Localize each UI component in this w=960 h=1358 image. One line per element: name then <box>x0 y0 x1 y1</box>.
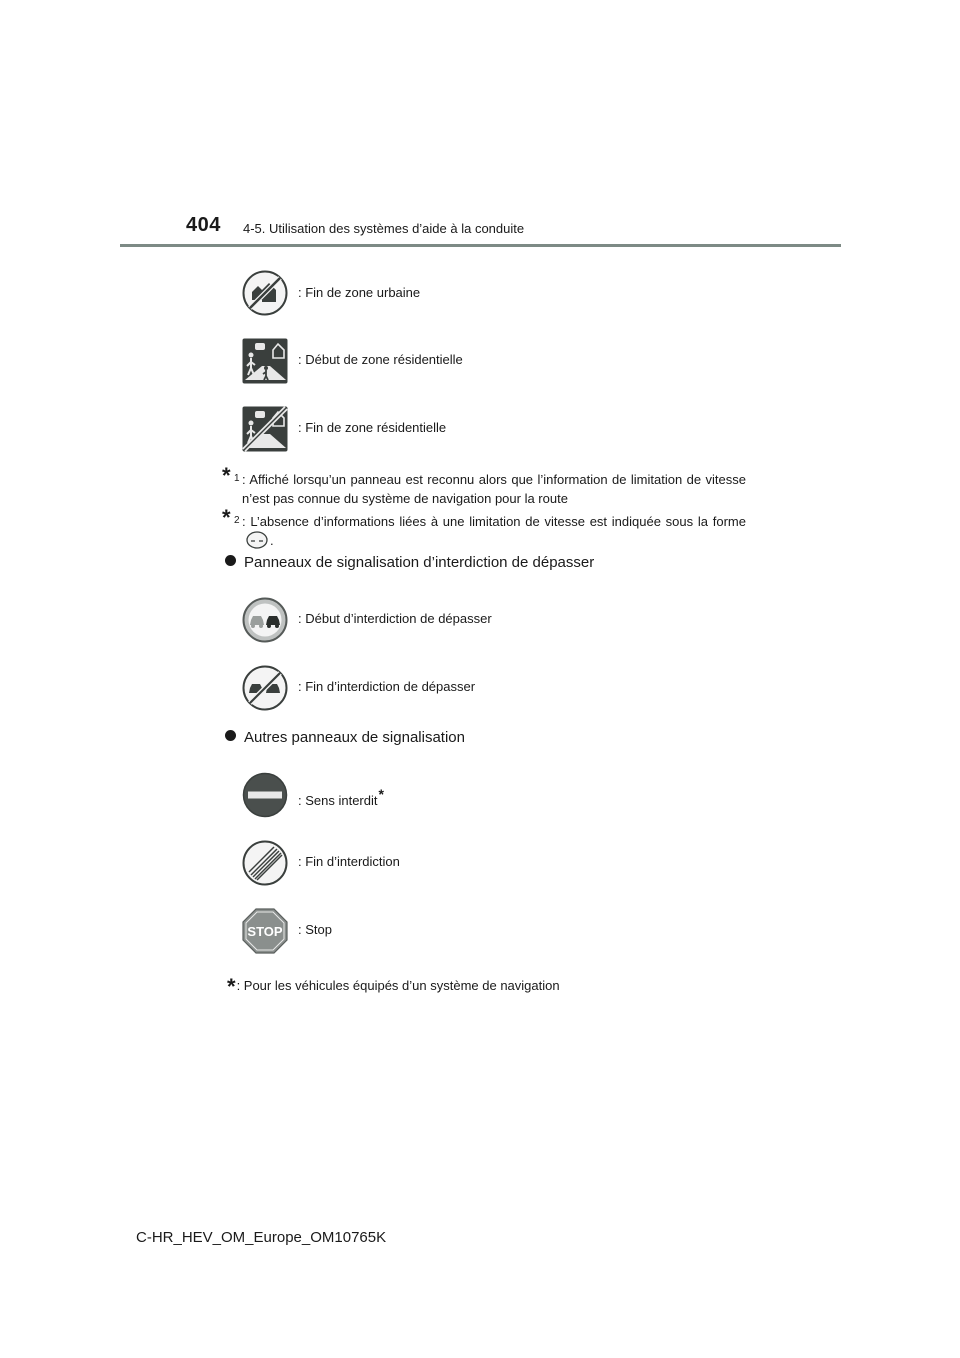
section-title: 4-5. Utilisation des systèmes d’aide à la conduite <box>243 221 525 236</box>
bullet-icon <box>225 555 236 566</box>
note-2-number: 2 <box>234 515 240 526</box>
header-rule <box>120 244 841 247</box>
sign-label-no-entry <box>298 786 384 808</box>
note-1-text: : Affiché lorsqu’un panneau est reconnu alors que l’information de limitation de vitesse n’est pas connue du système de navigation pour la route <box>242 472 746 506</box>
footnote-text: : Pour les véhicules équipés d’un système de navigation <box>236 978 560 993</box>
no-entry-sign-icon <box>242 772 288 818</box>
sign-label-end-of-restriction: : Fin d’interdiction <box>298 854 400 869</box>
stop-sign-text: STOP <box>247 924 283 939</box>
overtaking-section-heading <box>225 554 594 571</box>
no-entry-asterisk: * <box>378 786 384 802</box>
note-2-text <box>242 512 746 550</box>
sign-label-residential-zone-end: : Fin de zone résidentielle <box>298 420 447 435</box>
bullet-icon <box>225 730 236 741</box>
overtaking-heading-text: Panneaux de signalisation d’interdiction de dépasser <box>244 554 595 571</box>
sign-label-stop: : Stop <box>298 922 332 937</box>
end-of-restriction-sign-icon <box>242 840 288 886</box>
no-overtaking-end-sign-icon <box>242 665 288 711</box>
end-urban-zone-sign-icon <box>242 270 288 316</box>
no-overtaking-start-sign-icon <box>242 597 288 643</box>
sign-label-no-overtaking-start: : Début d’interdiction de dépasser <box>298 611 492 626</box>
note-2-text-after: . <box>270 533 274 548</box>
footer-document-code: C-HR_HEV_OM_Europe_OM10765K <box>136 1229 387 1246</box>
stop-sign-icon <box>242 908 288 954</box>
no-speed-limit-info-icon <box>246 531 268 549</box>
note-1-asterisk: * <box>222 463 231 488</box>
footnote-asterisk: * <box>227 974 236 999</box>
note-2-asterisk: * <box>222 505 231 530</box>
note-2 <box>222 505 746 550</box>
other-signs-heading-text: Autres panneaux de signalisation <box>244 729 465 746</box>
residential-zone-start-sign-icon <box>242 338 288 384</box>
note-1-number: 1 <box>234 473 240 484</box>
page-number: 404 <box>186 214 221 236</box>
note-1 <box>222 463 746 508</box>
other-signs-section-heading <box>225 729 465 746</box>
sign-label-end-urban-zone: : Fin de zone urbaine <box>298 285 421 300</box>
note-2-text-before: : L’absence d’informations liées à une limitation de vitesse est indiquée sous la forme <box>242 514 746 529</box>
sign-label-no-entry-text: : Sens interdit <box>298 793 378 808</box>
residential-zone-end-sign-icon <box>242 406 288 452</box>
sign-label-residential-zone-start: : Début de zone résidentielle <box>298 352 463 367</box>
footnote <box>227 970 560 999</box>
sign-label-no-overtaking-end: : Fin d’interdiction de dépasser <box>298 679 476 694</box>
